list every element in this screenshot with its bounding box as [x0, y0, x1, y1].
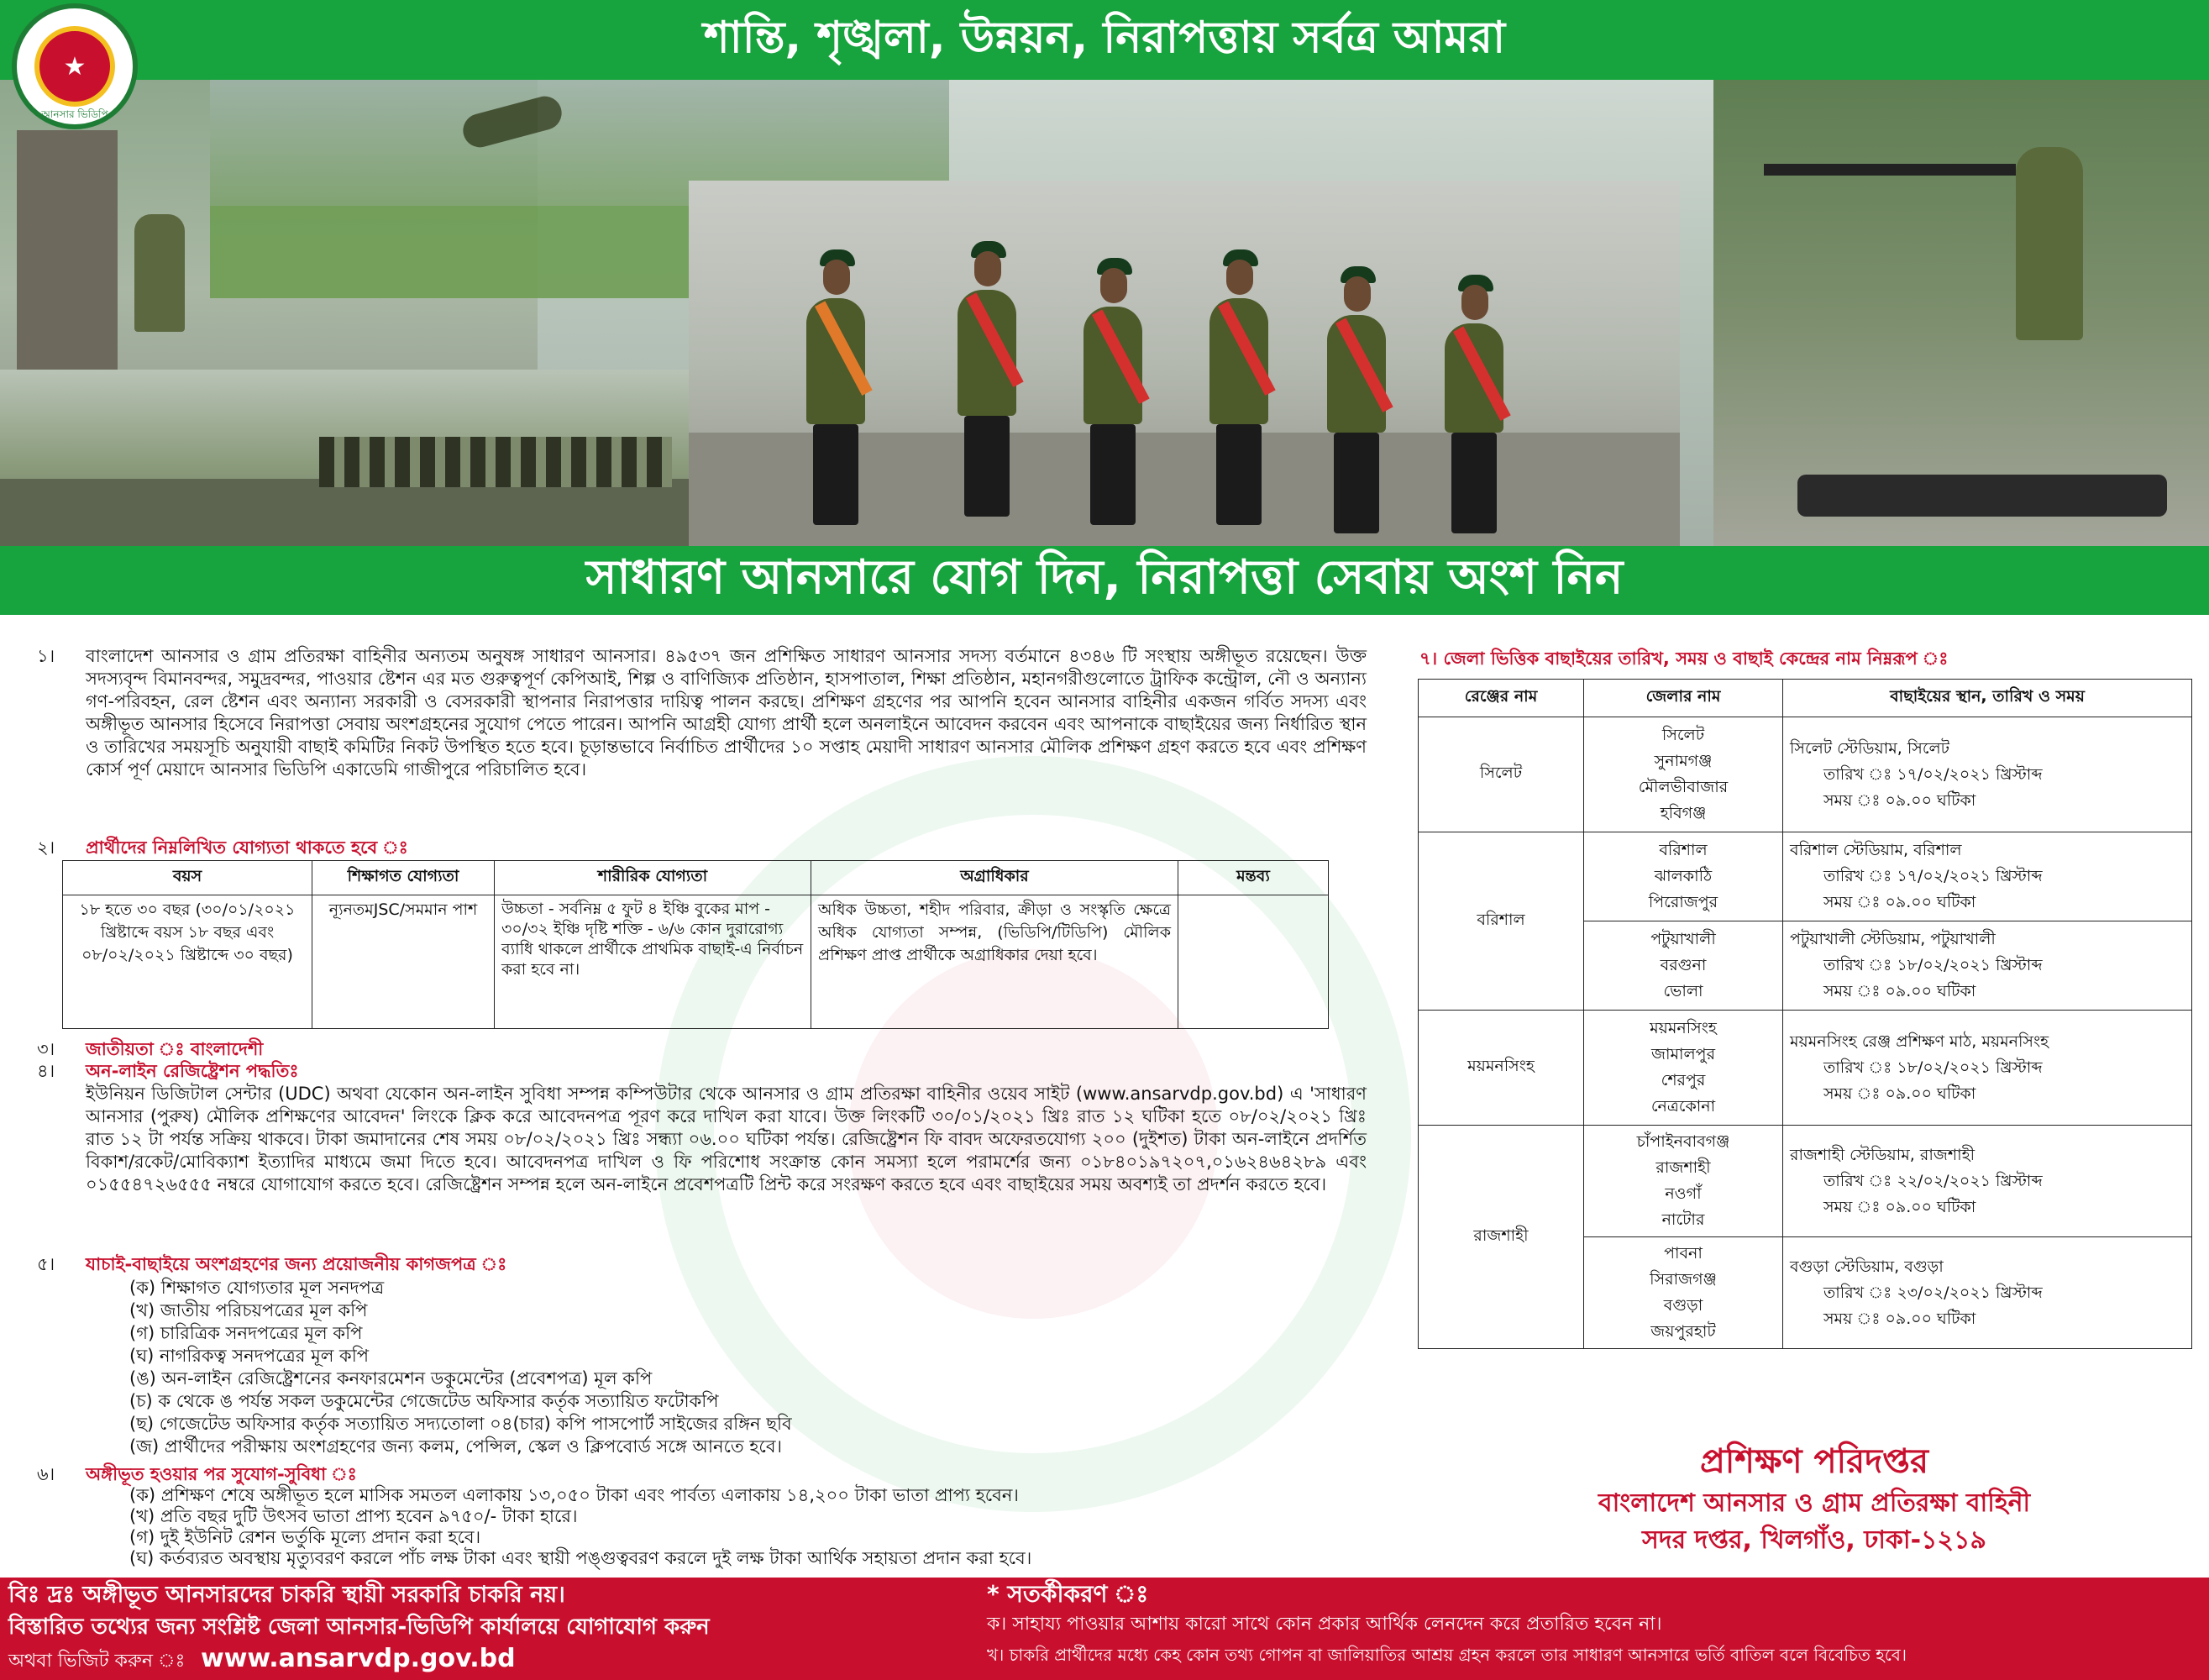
section-7-title: ৭। জেলা ভিত্তিক বাছাইয়ের তারিখ, সময় ও বাছাই কেন্দ্রের নাম নিম্নরূপ ঃ [1419, 648, 1949, 669]
trainees-row [319, 437, 672, 487]
column-header-age: বয়স [63, 861, 312, 895]
district-name: মৌলভীবাজার [1638, 778, 1729, 796]
venue-cell [1783, 1126, 2192, 1237]
ansar-vdp-logo [12, 3, 138, 129]
venue-cell [1783, 921, 2192, 1011]
venue-cell [1783, 832, 2192, 921]
list-item: (জ) প্রার্থীদের পরীক্ষায় অংশগ্রহণের জন্য কলম, পেন্সিল, স্কেল ও ক্লিপবোর্ড সঙ্গে আনতে হবে। [129, 1436, 783, 1457]
rifle-line [1764, 164, 2016, 176]
district-name: নেত্রকোনা [1650, 1097, 1716, 1116]
website-link[interactable]: www.ansarvdp.gov.bd [200, 1644, 516, 1673]
district-name: বগুড়া [1663, 1296, 1703, 1315]
list-item: (ক) শিক্ষাগত যোগ্যতার মূল সনদপত্র [129, 1278, 385, 1298]
remarks-cell [1178, 895, 1329, 1029]
column-header-district: জেলার নাম [1584, 680, 1783, 717]
footer-visit-prefix: অথবা ভিজিট করুন ঃ [8, 1651, 186, 1672]
priority-cell: অধিক উচ্চতা, শহীদ পরিবার, ক্রীড়া ও সংস্কৃতি ক্ষেত্রে অধিক যোগ্যতা সম্পন্ন, (ভিডিপি/টিডিপি) মৌলিক প্রশিক্ষণ প্রাপ্ত প্রার্থীকে অগ্রাধিকার দেয়া হবে। [811, 895, 1178, 1029]
section-4-number: ৪। [37, 1061, 55, 1081]
table-row [1419, 717, 2192, 832]
table-row [1419, 1011, 2192, 1126]
list-item: (চ) ক থেকে ঙ পর্যন্ত সকল ডকুমেন্টের গেজেটেড অফিসার কর্তৃক সত্যায়িত ফটোকপি [129, 1391, 719, 1411]
district-list [1584, 1011, 1783, 1126]
age-cell: ১৮ হতে ৩০ বছর (৩০/০১/২০২১ খ্রিষ্টাব্দে বয়স ১৮ বছর এবং ০৮/০২/২০২১ খ্রিষ্টাব্দে ৩০ বছর) [63, 895, 312, 1029]
venue-date: তারিখ ঃ ১৭/০২/২০২১ খ্রিস্টাব্দ [1823, 867, 2043, 885]
district-list [1584, 832, 1783, 921]
range-name: বরিশাল [1419, 832, 1584, 1011]
district-name: ভোলা [1663, 982, 1703, 1000]
office-address: সদর দপ্তর, খিলগাঁও, ঢাকা-১২১৯ [1642, 1525, 1986, 1555]
list-item: (ঘ) নাগরিকত্ব সনদপত্রের মূল কপি [129, 1346, 370, 1366]
column-header-venue: বাছাইয়ের স্থান, তারিখ ও সময় [1783, 680, 2192, 717]
district-name: নাটোর [1661, 1210, 1705, 1229]
footer-note: বিঃ দ্রঃ অঙ্গীভূত আনসারদের চাকরি স্থায়ী সরকারি চাকরি নয়। [8, 1582, 565, 1608]
marching-soldier [958, 290, 1016, 416]
column-header-education: শিক্ষাগত যোগ্যতা [312, 861, 495, 895]
shotgun [1797, 475, 2167, 517]
drill-ground [0, 479, 689, 546]
district-name: জামালপুর [1650, 1045, 1716, 1063]
column-header-priority: অগ্রাধিকার [811, 861, 1178, 895]
district-name: পিরোজপুর [1648, 893, 1718, 911]
section-5-title: যাচাই-বাছাইয়ে অংশগ্রহণের জন্য প্রয়োজনীয় কাগজপত্র ঃ [86, 1254, 507, 1274]
district-name: সিলেট [1661, 726, 1705, 744]
section-6-title: অঙ্গীভূত হওয়ার পর সুযোগ-সুবিধা ঃ [86, 1464, 357, 1484]
list-item: (গ) দুই ইউনিট রেশন ভর্তুকি মূল্যে প্রদান করা হবে। [129, 1527, 481, 1547]
marching-soldier [1084, 307, 1142, 424]
district-name: পটুয়াখালী [1650, 930, 1716, 948]
caution-item: ক। সাহায্য পাওয়ার আশায় কারো সাথে কোন প্রকার আর্থিক লেনদেন করে প্রতারিত হবেন না। [987, 1614, 1662, 1635]
range-name: সিলেট [1419, 717, 1584, 832]
district-name: ময়মনসিংহ [1650, 1019, 1717, 1037]
range-name: রাজশাহী [1419, 1126, 1584, 1349]
table-header-row [63, 861, 1329, 895]
qualification-table [62, 860, 1329, 1029]
district-list [1584, 1126, 1783, 1237]
venue-date: তারিখ ঃ ১৭/০২/২০২১ খ্রিস্টাব্দ [1823, 764, 2043, 784]
range-name: ময়মনসিংহ [1419, 1011, 1584, 1126]
building-facade [17, 130, 118, 382]
photo-collage [0, 80, 2209, 546]
recruitment-slogan: সাধারণ আনসারে যোগ দিন, নিরাপত্তা সেবায় অংশ নিন [585, 550, 1624, 605]
caution-item: খ। চাকরি প্রার্থীদের মধ্যে কেহ কোন তথ্য গোপন বা জালিয়াতির আশ্রয় গ্রহন করলে তার সাধারণ আনসারে ভর্তি বাতিল বলে বিবেচিত হবে। [987, 1645, 1907, 1665]
footer-left [8, 1579, 974, 1678]
office-title: প্রশিক্ষণ পরিদপ্তর [1700, 1442, 1928, 1481]
venue-cell [1783, 1237, 2192, 1349]
column-header-range: রেঞ্জের নাম [1419, 680, 1584, 717]
venue-cell [1783, 717, 2192, 832]
district-name: রাজশাহী [1655, 1158, 1711, 1177]
column-header-physical: শারীরিক যোগ্যতা [495, 861, 811, 895]
venue-name: ময়মনসিংহ রেঞ্জ প্রশিক্ষণ মাঠ, ময়মনসিংহ [1790, 1032, 2049, 1051]
footer-contact: বিস্তারিত তথ্যের জন্য সংশ্লিষ্ট জেলা আনসার-ভিডিপি কার্যালয়ে যোগাযোগ করুন [8, 1614, 710, 1640]
section-2-number: ২। [37, 837, 55, 858]
marching-soldier [806, 298, 865, 424]
table-row [1419, 832, 2192, 921]
jumping-trainee [459, 92, 565, 151]
table-header-row [1419, 680, 2192, 717]
venue-name: রাজশাহী স্টেডিয়াম, রাজশাহী [1790, 1145, 1976, 1164]
venue-time: সময় ঃ ০৯.০০ ঘটিকা [1823, 1197, 1976, 1216]
venue-time: সময় ঃ ০৯.০০ ঘটিকা [1823, 893, 1976, 911]
list-item: (খ) প্রতি বছর দুটি উৎসব ভাতা প্রাপ্য হবেন ৯৭৫০/- টাকা হারে। [129, 1506, 578, 1526]
marching-soldier [1209, 298, 1268, 424]
venue-time: সময় ঃ ০৯.০০ ঘটিকা [1823, 790, 1976, 810]
venue-cell [1783, 1011, 2192, 1126]
footer-visit [8, 1643, 974, 1677]
section-3-text: জাতীয়তা ঃ বাংলাদেশী [86, 1039, 264, 1059]
district-name: জয়পুরহাট [1650, 1322, 1716, 1341]
district-name: ঝালকাঠি [1654, 867, 1713, 885]
district-name: নওগাঁ [1665, 1184, 1702, 1203]
section-6-number: ৬। [37, 1464, 55, 1484]
logo-emblem-icon: ★ [34, 26, 115, 107]
marching-soldier [1445, 323, 1503, 433]
district-name: শেরপুর [1661, 1071, 1706, 1089]
section-1-text: বাংলাদেশ আনসার ও গ্রাম প্রতিরক্ষা বাহিনীর অন্যতম অনুষঙ্গ সাধারণ আনসার। ৪৯৫৩৭ জন প্রশিক্ষিত সাধারণ আনসার সদস্য বর্তমানে ৪৩৪৬ টি সংস্থায় অঙ্গীভূত রয়েছেন। উক্ত সদস্যবৃন্দ বিমানবন্দর, সমুদ্রবন্দর, পাওয়ার ষ্টেশন এর মত গুরুত্বপূর্ণ কেপিআই, শিল্প ও বাণিজ্যিক প্রতিষ্ঠান, হাসপাতাল, শিক্ষা প্রতিষ্ঠান, মহানগরীগুলোতে ট্রাফিক কন্ট্রোল, নৌ ও অন্যান্য গণ-পরিবহন, রেল ষ্টেশন এবং অন্যান্য সরকারী ও বেসরকারী স্থাপনার নিরাপত্তার দায়িত্ব পালন করছে। প্রশিক্ষণ গ্রহণের পর আপনি হবেন আনসার বাহিনীর একজন গর্বিত সদস্য এবং অঙ্গীভূত আনসার হিসেবে নিরাপত্তা সেবায় অংশগ্রহনের সুযোগ পেতে পারেন। আপনি আগ্রহী যোগ্য প্রার্থী হলে অনলাইনে আবেদন করবেন এবং আপনাকে বাছাইয়ের জন্য নির্ধারিত স্থান ও তারিখের সময়সূচি অনুযায়ী বাছাই কমিটির নিকট উপস্থিত হতে হবে। চূড়ান্তভাবে নির্বাচিত প্রার্থীদের ১০ সপ্তাহ মেয়াদী সাধারণ আনসার মৌলিক প্রশিক্ষণ গ্রহণ করতে হবে এবং প্রশিক্ষণ কোর্স পূর্ণ মেয়াদে আনসার ভিডিপি একাডেমি গাজীপুরে পরিচালিত হবে। [86, 646, 1367, 780]
section-3-number: ৩। [37, 1039, 55, 1059]
list-item: (ঙ) অন-লাইন রেজিষ্ট্রেশনের কনফারমেশন ডকুমেন্টের (প্রবেশপত্র) মূল কপি [129, 1368, 653, 1389]
education-cell: ন্যূনতমJSC/সমমান পাশ [312, 895, 495, 1029]
district-list [1584, 1237, 1783, 1349]
venue-time: সময় ঃ ০৯.০০ ঘটিকা [1823, 1309, 1976, 1328]
district-name: সুনামগঞ্জ [1654, 752, 1713, 770]
list-item: (ঘ) কর্তব্যরত অবস্থায় মৃত্যুবরণ করলে পাঁচ লক্ষ টাকা এবং স্থায়ী পঙ্গুত্ববরণ করলে দুই লক্ষ টাকা আর্থিক সহায়তা প্রদান করা হবে। [129, 1548, 1032, 1568]
column-header-remarks: মন্তব্য [1178, 861, 1329, 895]
caution-title: * সতর্কীকরণ ঃ [987, 1580, 1149, 1608]
list-item: (গ) চারিত্রিক সনদপত্রের মূল কপি [129, 1323, 363, 1343]
section-5-number: ৫। [37, 1254, 55, 1274]
top-slogan: শান্তি, শৃঙ্খলা, উন্নয়ন, নিরাপত্তায় সর্বত্র আমরা [703, 13, 1506, 63]
shooter-figure [2016, 147, 2083, 340]
venue-time: সময় ঃ ০৯.০০ ঘটিকা [1823, 982, 1976, 1000]
venue-name: বরিশাল স্টেডিয়াম, বরিশাল [1790, 841, 1962, 859]
logo-text: আনসার ভিডিপি [41, 108, 108, 120]
venue-time: সময় ঃ ০৯.০০ ঘটিকা [1823, 1084, 1976, 1103]
section-4-title: অন-লাইন রেজিষ্ট্রেশন পদ্ধতিঃ [86, 1061, 299, 1081]
marching-soldier [1327, 315, 1386, 433]
footer-right [987, 1579, 2209, 1678]
office-block [1428, 1438, 2201, 1559]
district-name: সিরাজগঞ্জ [1650, 1270, 1717, 1289]
district-name: পাবনা [1664, 1244, 1703, 1263]
venue-date: তারিখ ঃ ২৩/০২/২০২১ খ্রিস্টাব্দ [1823, 1283, 2043, 1302]
venue-date: তারিখ ঃ ২২/০২/২০২১ খ্রিস্টাব্দ [1823, 1171, 2043, 1190]
guard-figure [134, 214, 185, 332]
venue-name: পটুয়াখালী স্টেডিয়াম, পটুয়াখালী [1790, 930, 1996, 948]
district-name: বরিশাল [1659, 841, 1708, 859]
physical-cell: উচ্চতা - সর্বনিম্ন ৫ ফুট ৪ ইঞ্চি বুকের মাপ - ৩০/৩২ ইঞ্চি দৃষ্টি শক্তি - ৬/৬ কোন দুরারোগ্য ব্যাধি থাকলে প্রার্থীকে প্রাথমিক বাছাই-এ নির্বাচন করা হবে না। [495, 895, 811, 1029]
left-column [12, 645, 1372, 1569]
venue-date: তারিখ ঃ ১৮/০২/২০২১ খ্রিস্টাব্দ [1823, 956, 2043, 974]
photo-group-drill [0, 370, 689, 546]
office-name: বাংলাদেশ আনসার ও গ্রাম প্রতিরক্ষা বাহিনী [1598, 1488, 2031, 1518]
table-row [63, 895, 1329, 1029]
list-item: (খ) জাতীয় পরিচয়পত্রের মূল কপি [129, 1300, 368, 1320]
district-name: বরগুনা [1660, 956, 1707, 974]
selection-schedule-table [1418, 679, 2192, 1349]
district-name: চাঁপাইনবাবগঞ্জ [1636, 1132, 1730, 1151]
list-item: (ক) প্রশিক্ষণ শেষে অঙ্গীভূত হলে মাসিক সমতল এলাকায় ১৩,০৫০ টাকা এবং পার্বত্য এলাকায় ১৪,২০০ টাকা ভাতা প্রাপ্য হবেন। [129, 1485, 1019, 1505]
district-list [1584, 921, 1783, 1011]
section-6-list [129, 1485, 1364, 1569]
venue-date: তারিখ ঃ ১৮/০২/২০২১ খ্রিস্টাব্দ [1823, 1058, 2043, 1077]
district-name: হবিগঞ্জ [1660, 804, 1707, 822]
venue-name: সিলেট স্টেডিয়াম, সিলেট [1790, 738, 1950, 758]
photo-shooting-practice [1713, 80, 2209, 546]
photo-marching-parade [689, 181, 1680, 546]
section-1-number: ১। [37, 646, 55, 666]
section-2-title: প্রার্থীদের নিম্নলিখিত যোগ্যতা থাকতে হবে ঃ [86, 837, 408, 858]
list-item: (ছ) গেজেটেড অফিসার কর্তৃক সত্যায়িত সদ্যতোলা ০৪(চার) কপি পাসপোর্ট সাইজের রঙ্গিন ছবি [129, 1414, 792, 1434]
section-5-list [129, 1277, 1364, 1458]
venue-name: বগুড়া স্টেডিয়াম, বগুড়া [1790, 1257, 1944, 1276]
section-4-text: ইউনিয়ন ডিজিটাল সেন্টার (UDC) অথবা যেকোন অন-লাইন সুবিধা সম্পন্ন কম্পিউটার থেকে আনসার ও গ্রাম প্রতিরক্ষা বাহিনীর ওয়েব সাইট (www.ansarvdp.gov.bd) এ 'সাধারণ আনসার (পুরুষ) মৌলিক প্রশিক্ষণের আবেদন' লিংকে ক্লিক করে আবেদনপত্র পূরণ করে দাখিল করা যাবে। উক্ত লিংকটি ৩০/০১/২০২১ খ্রিঃ রাত ১২ ঘটিকা হতে ০৮/০২/২০২১ খ্রিঃ রাত ১২ টা পর্যন্ত সক্রিয় থাকবে। টাকা জমাদানের শেষ সময় ০৮/০২/২০২১ খ্রিঃ সন্ধ্যা ০৬.০০ ঘটিকা পর্যন্ত। রেজিষ্ট্রেশন ফি বাবদ অফেরতযোগ্য ২০০ (দুইশত) টাকা অন-লাইনে প্রদর্শিত বিকাশ/রকেট/মোবিক্যাশ ইত্যাদির মাধ্যমে জমা দিতে হবে। আবেদনপত্র দাখিল ও ফি পরিশোধ সংক্রান্ত কোন সমস্যা হলে পরামর্শের জন্য ০১৮৪০১৯৭২০৭,০১৬২৪৬৪২৮৯ এবং ০১৫৫৪৭২৬৫৫৫ নম্বরে যোগাযোগ করতে হবে। রেজিষ্ট্রেশন সম্পন্ন হলে অন-লাইনে প্রবেশপত্রটি প্রিন্ট করে সংরক্ষণ করতে হবে এবং বাছাইয়ের সময় অবশ্যই তা প্রদর্শন করতে হবে। [86, 1084, 1367, 1194]
district-list [1584, 717, 1783, 832]
table-row [1419, 1126, 2192, 1237]
